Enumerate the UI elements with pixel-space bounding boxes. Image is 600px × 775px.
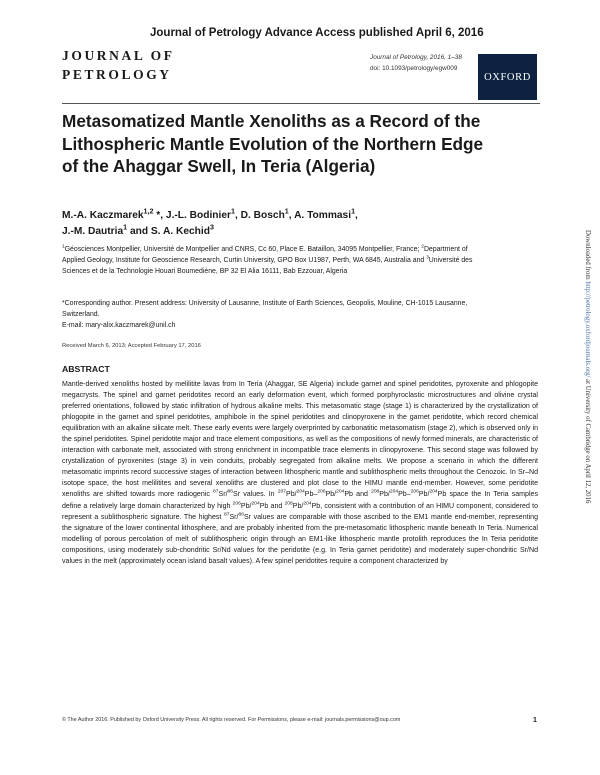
oxford-logo[interactable]: OXFORD [478, 54, 537, 100]
author-name[interactable]: J.-M. Dautria [62, 226, 124, 237]
affil-number: 2 [421, 244, 424, 250]
author-separator: and [127, 226, 151, 237]
journal-name-line1: JOURNAL OF [62, 48, 175, 63]
author-affil-marker: 1 [123, 223, 128, 232]
citation: Journal of Petrology, 2016, 1–38 [370, 54, 462, 61]
author-affil-marker: 1 [284, 207, 289, 216]
download-link[interactable]: http://petrology.oxfordjournals.org/ [584, 281, 591, 378]
corresponding-author [62, 298, 492, 331]
corresponding-email[interactable]: E-mail: mary-alix.kaczmarek@unil.ch [62, 322, 176, 330]
affil-number: 1 [62, 244, 65, 250]
author-separator: , [288, 210, 295, 221]
author-name[interactable]: J.-L. Bodinier [165, 210, 231, 221]
journal-citation [370, 52, 462, 74]
author-name[interactable]: A. Tommasi [294, 210, 352, 221]
author-list [62, 208, 492, 240]
author-affil-marker: 1,2 [143, 207, 154, 216]
journal-name-line2: PETROLOGY [62, 67, 172, 82]
affil-text: Department of Applied Geology, Institute for Geoscience Research, Curtin University, GPO Box U1987, Perth, WA 6845, Australia and [62, 246, 468, 265]
abstract-heading: ABSTRACT [62, 364, 110, 374]
corresponding-address: *Corresponding author. Present address: University of Lausanne, Institute of Earth Sciences, Geopolis, Mouline, CH-1015 Lausanne, Switzerland. [62, 300, 468, 319]
author-separator: , [234, 210, 241, 221]
received-accepted-dates: Received March 6, 2013; Accepted February 17, 2016 [62, 343, 201, 349]
copyright-footer: © The Author 2016. Published by Oxford University Press. All rights reserved. For Permissions, please e-mail: journals.permissions@oup.com [62, 717, 401, 723]
author-name[interactable]: D. Bosch [240, 210, 285, 221]
author-separator: , [355, 210, 358, 221]
affil-text: Géosciences Montpellier, Université de Montpellier and CNRS, Cc 60, Place E. Bataillon, 34095 Montpellier, France; [64, 246, 422, 253]
affiliations [62, 244, 487, 277]
article-title: Metasomatized Mantle Xenoliths as a Record of the Lithospheric Mantle Evolution of the Northern Edge of the Ahaggar Swell, In Teria (Algeria) [62, 111, 484, 176]
author-name[interactable]: S. A. Kechid [150, 226, 210, 237]
advance-access-line: Journal of Petrology Advance Access published April 6, 2016 [150, 27, 484, 39]
download-notice [577, 230, 591, 575]
author-affil-marker: 1 [231, 207, 235, 216]
doi[interactable]: doi: 10.1093/petrology/egw009 [370, 65, 458, 72]
affil-text: Université des Sciences et de la Technologie Houari Boumediène, BP 32 El Alia 16111, Bab Ezzouar, Algeria [62, 257, 473, 276]
author-affil-marker: 3 [209, 223, 214, 232]
header-divider [62, 103, 540, 104]
author-separator: *, [153, 210, 166, 221]
download-suffix: at University of Cambridge on April 12, 2016 [584, 377, 591, 504]
affil-number: 3 [426, 255, 429, 261]
journal-name [62, 46, 175, 84]
abstract-body: Mantle-derived xenoliths hosted by melilitite lavas from In Teria (Ahaggar, SE Algeria) include garnet and spinel peridotites, pyroxenite and phlogopite megacrysts. The spinel and garnet peridotites record an early deformation event, which formed porphyroclastic microstructures and olivine crystal preferred orientations, followed by static infiltration of hydrous alkaline melts. This metasomatic stage (stage 1) is characterized by the crystallization of phlogopite in the garnet and spinel peridotites, amphibole in the spinel peridotites and clinopyroxene in the garnet peridotite, which record chemical equilibration with an alkaline silicate melt. These early events were largely overprinted by carbonatitic metasomatism (stage 2), which is observed only in the spinel peridotites. Spinel peridotite major and trace element compositions, as well as the compositions of newly formed minerals, are characteristic of interaction with carbonate melt, associated with strong enrichment in incompatible trace elements in clinopyroxene. This second stage was followed by crystallization of pyroxenites (stage 3) in vein conduits, probably segregated from alkaline melts. We propose a scenario in which the different metasomatic imprints record successive stages of interaction between lithospheric mantle and sublithospheric melts throughout the Cenozoic. In Sr–Nd isotope space, the host melilitites and several xenoliths are clustered and plot close to the HIMU mantle end-member. However, some peridotite xenoliths are shifted towards more radiogenic $^{87}$Sr/$^{86}$Sr values. In $^{207}$Pb/$^{204}$Pb–$^{206}$Pb/$^{204}$Pb and $^{208}$Pb/$^{204}$Pb–$^{206}$Pb/$^{204}$Pb space the In Teria samples define a relatively large domain characterized by high $^{206}$Pb/$^{204}$Pb and $^{208}$Pb/$^{204}$Pb, consistent with a contribution of an HIMU component, considered to represent a sublithospheric signature. The highest $^{87}$Sr/$^{86}$Sr values are comparable with those ascribed to the EM1 mantle end-member, representing the signature of the lower continental lithosphere, and are probably inherited from the pre-metasomatic lithospheric mantle beneath In Teria. Numerical modelling of porous percolation of melt of sublithospheric origin through an EM1-like lithospheric mantle protolith reproduces the In Teria peridotite compositions, using moderately sub-chondritic Sr/Nd values for the peridotite (e.g. In Teria garnet peridotite) and moderately super-chondritic Sr/Nd values in the melt (approximately ocean island basalt values). A few spinel peridotites require a component characterized by [62, 381, 539, 565]
download-prefix: Downloaded from [584, 230, 591, 282]
page-number: 1 [533, 717, 537, 724]
author-affil-marker: 1 [351, 207, 356, 216]
author-name[interactable]: M.-A. Kaczmarek [62, 210, 144, 221]
